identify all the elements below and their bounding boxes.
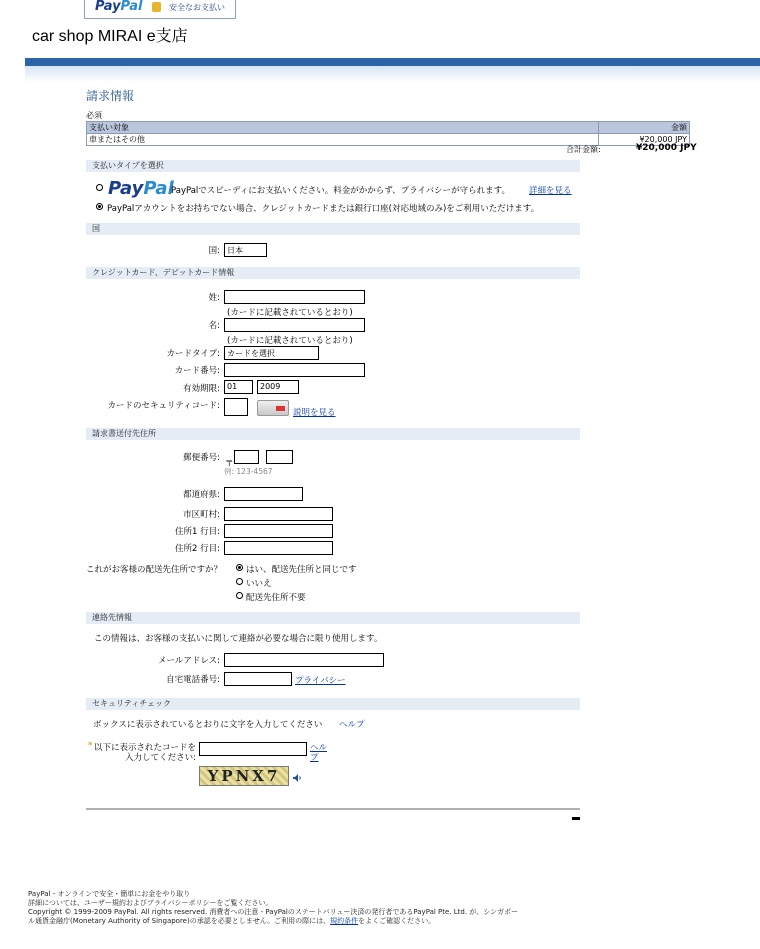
city-field[interactable]: [224, 507, 333, 521]
paypal-logo-large: [108, 178, 174, 199]
radio-credit-card[interactable]: [96, 203, 103, 210]
contact-note: この情報は、お客様の支払いに関して連絡が必要な場合に限り使用します。: [94, 634, 383, 644]
zip-field-2[interactable]: [266, 450, 293, 464]
footer-line-4: [28, 917, 518, 926]
captcha-label-line2: 入力してください:: [125, 753, 196, 763]
expiry-label: 有効期限:: [183, 384, 220, 394]
terms-link[interactable]: 規約条件: [330, 917, 359, 925]
expiry-year-select[interactable]: 2009: [257, 380, 299, 394]
table-header-row: [87, 122, 690, 134]
captcha-instruction: ボックスに表示されているとおりに文字を入力してください: [93, 720, 323, 730]
country-select[interactable]: 日本: [224, 243, 267, 257]
captcha-help-link[interactable]: ヘルプ: [339, 720, 365, 730]
cvv-field[interactable]: [224, 398, 248, 416]
footer-line-4a: ル通貨金融庁(Monetary Authority of Singapore)の承認を必要としません。ご利用の際には、: [28, 917, 331, 925]
cvv-label: カードのセキュリティコード:: [107, 401, 220, 411]
first-name-label: 名:: [208, 321, 220, 331]
ship-option-no: いいえ: [246, 579, 272, 589]
cvv-help-link[interactable]: 説明を見る: [293, 408, 336, 418]
section-country: 国: [86, 223, 580, 235]
bottom-divider: [86, 808, 580, 810]
country-label: 国:: [208, 246, 220, 256]
required-note: 必須: [86, 111, 102, 120]
card-security-code-icon: [257, 400, 289, 416]
address2-field[interactable]: [224, 541, 333, 555]
address2-label: 住所2 行目:: [175, 544, 220, 554]
items-table: [86, 121, 690, 146]
first-name-hint: (カードに記載されているとおり): [227, 336, 353, 346]
paypal-logo-pal: Pal: [120, 0, 143, 14]
footer-line-3: Copyright © 1999-2009 PayPal. All rights reserved. 消費者への注意 - PayPalのステートバリュー決済の発行者であるPayPal Pte. Ltd. が、シンガポー: [28, 908, 519, 916]
item-amount: ¥20,000 JPY: [599, 134, 690, 146]
column-header-amount: 金額: [599, 122, 690, 134]
total-label: 合計金額:: [566, 145, 601, 154]
privacy-link[interactable]: プライバシー: [295, 676, 346, 686]
captcha-help-link-2a[interactable]: ヘル: [310, 743, 328, 753]
lock-icon: [152, 2, 161, 12]
ship-option-not-needed: 配送先住所不要: [246, 593, 306, 603]
city-label: 市区町村:: [183, 510, 220, 520]
zip-label: 郵便番号:: [183, 453, 220, 463]
paypal-logo-pay: Pay: [95, 0, 121, 14]
card-number-field[interactable]: [224, 363, 365, 377]
captcha-label-line1: 以下に表示されたコードを: [93, 743, 196, 753]
card-number-label: カード番号:: [174, 366, 220, 376]
section-security-check: セキュリティチェック: [86, 698, 580, 710]
total-value: ¥20,000 JPY: [636, 143, 697, 153]
email-field[interactable]: [224, 653, 384, 667]
page-title: 請求情報: [86, 89, 135, 103]
phone-field[interactable]: [224, 672, 292, 686]
footer-line-1: PayPal - オンラインで安全・簡単にお金をやり取り: [28, 890, 191, 898]
captcha-image: YPNX7: [199, 766, 289, 786]
audio-speaker-icon[interactable]: [293, 774, 302, 782]
first-name-field[interactable]: [224, 318, 365, 332]
radio-ship-same[interactable]: [236, 564, 243, 571]
section-contact-info: 連絡先情報: [86, 612, 580, 624]
header-gradient: [25, 66, 760, 82]
secure-payment-text: 安全なお支払い: [169, 3, 225, 12]
captcha-field[interactable]: [199, 742, 307, 756]
radio-ship-no[interactable]: [236, 578, 243, 585]
address1-field[interactable]: [224, 524, 333, 538]
radio-ship-not-needed[interactable]: [236, 592, 243, 599]
zip-mark: 〒: [225, 459, 234, 469]
phone-label: 自宅電話番号:: [166, 675, 220, 685]
last-name-field[interactable]: [224, 290, 365, 304]
captcha-help-link-2b[interactable]: プ: [310, 753, 319, 763]
paypal-logo-large-pay: Pay: [108, 178, 144, 199]
footer: [28, 890, 518, 926]
card-option-text: PayPalアカウントをお持ちでない場合、クレジットカードまたは銀行口座(対応地域のみ)をご利用いただけます。: [107, 204, 540, 214]
card-type-select[interactable]: カードを選択: [224, 346, 319, 360]
email-label: メールアドレス:: [158, 656, 220, 666]
footer-line-4b: をよくご確認ください。: [358, 917, 436, 925]
card-type-label: カードタイプ:: [166, 349, 220, 359]
required-asterisk: *: [88, 741, 93, 751]
column-header-item: 支払い対象: [87, 122, 599, 134]
section-payment-type: 支払いタイプを選択: [86, 160, 580, 172]
item-name: 車またはその他: [87, 134, 599, 146]
address1-label: 住所1 行目:: [175, 527, 220, 537]
details-link[interactable]: 詳細を見る: [529, 186, 572, 196]
prefecture-select[interactable]: [224, 487, 303, 501]
footer-line-2: 詳細については、ユーザー規約およびプライバシーポリシーをご覧ください。: [28, 899, 273, 907]
paypal-logo-large-pal: Pal: [143, 178, 174, 199]
header-bar: [25, 58, 760, 66]
ship-option-same: はい、配送先住所と同じです: [246, 565, 357, 575]
zip-field-1[interactable]: [234, 450, 259, 464]
shop-name: car shop MIRAI e支店: [32, 28, 188, 45]
radio-paypal[interactable]: [96, 184, 103, 191]
last-name-label: 姓:: [208, 293, 220, 303]
prefecture-label: 都道府県:: [183, 490, 220, 500]
paypal-option-text: PayPalでスピーディにお支払いください。料金がかからず、プライバシーが守られます。: [171, 186, 510, 196]
bottom-marker: [572, 817, 580, 820]
last-name-hint: (カードに記載されているとおり): [227, 308, 353, 318]
section-billing-address: 請求書送付先住所: [86, 428, 580, 440]
paypal-secure-badge: [84, 0, 236, 19]
expiry-month-select[interactable]: 01: [224, 380, 253, 394]
zip-example: 例: 123-4567: [224, 467, 273, 476]
shipping-question: これがお客様の配送先住所ですか？: [86, 565, 223, 575]
section-card-info: クレジットカード、デビットカード情報: [86, 267, 580, 279]
paypal-logo: [95, 0, 142, 14]
